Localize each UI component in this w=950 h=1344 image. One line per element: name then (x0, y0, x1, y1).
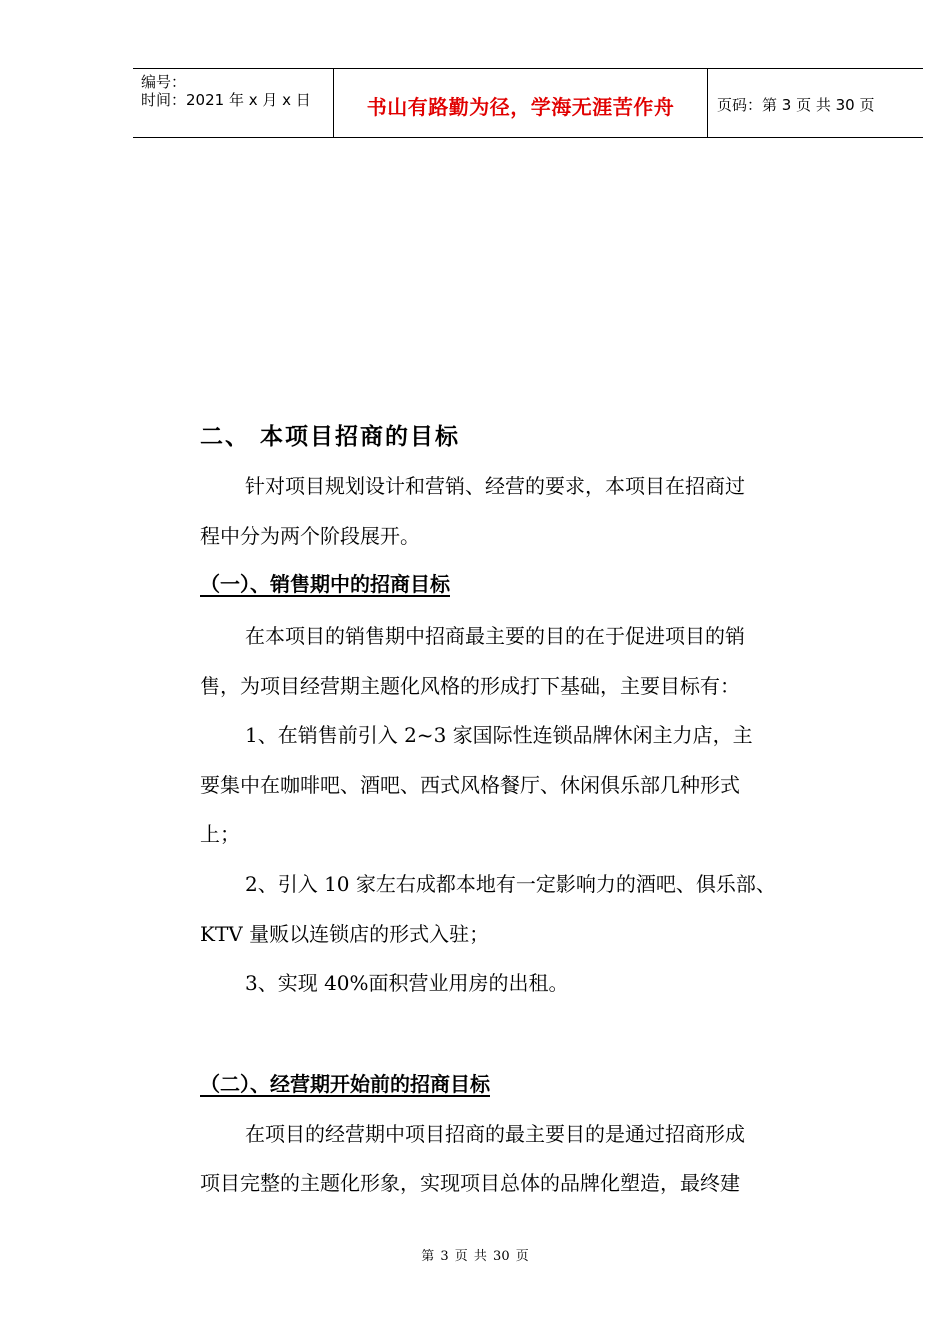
header-motto-cell (333, 69, 708, 137)
doc-number-label: 编号： (141, 73, 187, 91)
sub1-line-7: KTV 量贩以连锁店的形式入驻； (200, 922, 490, 946)
intro-line-2: 程中分为两个阶段展开。 (200, 524, 420, 548)
header-page-cell (707, 69, 923, 137)
page-header (133, 68, 923, 138)
doc-date: 时间：2021 年 x 月 x 日 (141, 91, 311, 109)
header-page-info: 页码：第 3 页 共 30 页 (717, 96, 875, 114)
header-motto: 书山有路勤为径，学海无涯苦作舟 (366, 95, 675, 119)
sub1-line-5: 上； (200, 822, 240, 846)
sub2-line-2: 项目完整的主题化形象，实现项目总体的品牌化塑造，最终建 (200, 1171, 740, 1195)
intro-line-1: 针对项目规划设计和营销、经营的要求，本项目在招商过 (245, 474, 745, 498)
header-meta (133, 69, 333, 137)
sub1-line-6: 2、引入 10 家左右成都本地有一定影响力的酒吧、俱乐部、 (245, 872, 776, 896)
subsection-1-title: （一）、销售期中的招商目标 (200, 572, 450, 596)
section-title: 二、 本项目招商的目标 (200, 424, 461, 450)
subsection-2-title: （二）、经营期开始前的招商目标 (200, 1072, 490, 1096)
sub1-line-3: 1、在销售前引入 2~3 家国际性连锁品牌休闲主力店，主 (245, 723, 753, 747)
sub1-line-4: 要集中在咖啡吧、酒吧、西式风格餐厅、休闲俱乐部几种形式 (200, 773, 740, 797)
sub2-line-1: 在项目的经营期中项目招商的最主要目的是通过招商形成 (245, 1122, 745, 1146)
sub1-line-8: 3、实现 40%面积营业用房的出租。 (245, 971, 569, 995)
sub1-line-1: 在本项目的销售期中招商最主要的目的在于促进项目的销 (245, 624, 745, 648)
page-footer: 第 3 页 共 30 页 (421, 1249, 529, 1264)
sub1-line-2: 售，为项目经营期主题化风格的形成打下基础，主要目标有： (200, 674, 740, 698)
